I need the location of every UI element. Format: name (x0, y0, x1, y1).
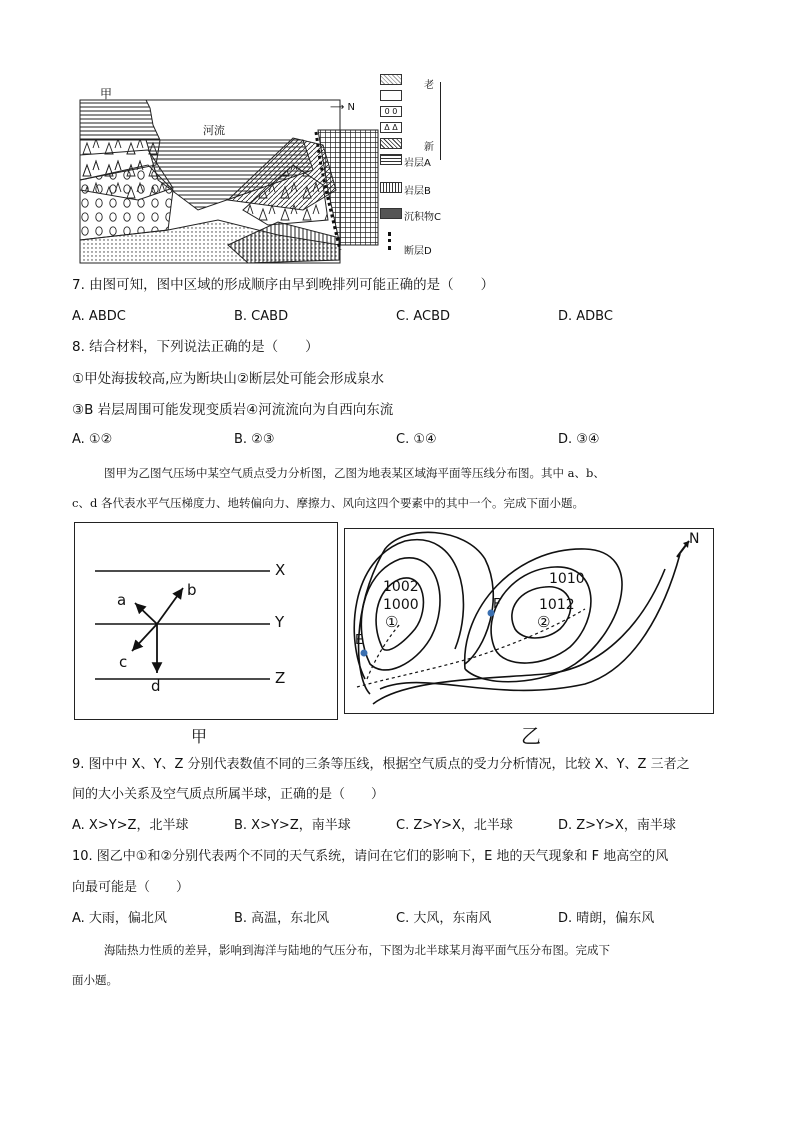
q8-option-a[interactable]: A. ①② (72, 432, 113, 447)
caption-jia: 甲 (191, 727, 208, 746)
legend-age-arrow (440, 82, 441, 160)
q9-option-a[interactable]: A. X>Y>Z，北半球 (72, 818, 189, 833)
q10-option-b[interactable]: B. 高温，东北风 (234, 911, 330, 926)
label-b: b (187, 581, 197, 599)
q8-option-c[interactable]: C. ①④ (396, 432, 437, 447)
vector-b (157, 588, 183, 624)
label-center-2: ② (537, 613, 551, 631)
q7-option-d[interactable]: D. ADBC (558, 309, 613, 324)
legend-swatch-c (380, 208, 402, 219)
q9-stem-line1: 9. 图中中 X、Y、Z 分别代表数值不同的三条等压线，根据空气质点的受力分析情况，比较 X、Y、Z 三者之 (72, 757, 690, 772)
legend-fault-d: 断层D (404, 246, 432, 257)
intro2-line2: 面小题。 (72, 973, 118, 987)
intro1-line2: c、d 各代表水平气压梯度力、地转偏向力、摩擦力、风向这四个要素中的其中一个。完成下面小题。 (72, 496, 584, 510)
legend-layer-a: 岩层A (404, 158, 431, 169)
q9-stem-line2: 间的大小关系及空气质点所属半球，正确的是（ ） (72, 787, 385, 802)
label-c: c (119, 653, 128, 671)
q8-option-d[interactable]: D. ③④ (558, 432, 600, 447)
point-e-marker (361, 650, 368, 657)
legend-swatch-5 (380, 138, 402, 149)
isobar-map (345, 529, 712, 712)
north-arrow: ⟶ N (330, 102, 355, 113)
q10-option-d[interactable]: D. 晴朗，偏东风 (558, 911, 655, 926)
legend-fault-symbol (388, 232, 395, 250)
figure-yi (344, 528, 714, 714)
label-north: N (689, 531, 700, 547)
legend-swatch-1 (380, 74, 402, 85)
geology-legend (380, 70, 470, 260)
label-y: Y (275, 613, 285, 631)
legend-sediment-c: 沉积物C (404, 212, 441, 223)
label-center-1: ① (385, 613, 399, 631)
q7-option-a[interactable]: A. ABDC (72, 309, 126, 324)
q10-stem-line1: 10. 图乙中①和②分别代表两个不同的天气系统，请问在它们的影响下，E 地的天气现象和 F 地高空的风 (72, 849, 669, 864)
q10-option-c[interactable]: C. 大风，东南风 (396, 911, 492, 926)
label-f: F (493, 597, 501, 612)
q8-stem: 8. 结合材料，下列说法正确的是（ ） (72, 339, 319, 355)
q10-option-a[interactable]: A. 大雨，偏北风 (72, 911, 167, 926)
q9-option-d[interactable]: D. Z>Y>X，南半球 (558, 818, 676, 833)
label-1010: 1010 (549, 571, 585, 587)
q9-option-c[interactable]: C. Z>Y>X，北半球 (396, 818, 513, 833)
legend-swatch-3: 0 0 (380, 106, 402, 117)
legend-swatch-b (380, 182, 402, 193)
figure-jia (74, 522, 338, 720)
label-1012: 1012 (539, 597, 575, 613)
label-1000: 1000 (383, 597, 419, 613)
force-diagram (75, 523, 336, 718)
vector-c (132, 624, 157, 651)
q8-line2: ③B 岩层周围可能发现变质岩④河流流向为自西向东流 (72, 402, 394, 418)
vector-a (135, 603, 157, 624)
label-e: E (355, 633, 364, 648)
label-a: a (117, 591, 127, 609)
label-d: d (151, 677, 161, 695)
legend-old: 老 (424, 80, 434, 91)
north-label: N (347, 102, 355, 113)
label-river: 河流 (203, 124, 225, 137)
caption-yi: 乙 (521, 724, 541, 748)
legend-layer-b: 岩层B (404, 186, 431, 197)
label-x: X (275, 561, 286, 579)
q7-option-b[interactable]: B. CABD (234, 309, 289, 324)
intro2-line1: 海陆热力性质的差异，影响到海洋与陆地的气压分布，下图为北半球某月海平面气压分布图。完成下 (104, 943, 610, 957)
intro1-line1: 图甲为乙图气压场中某空气质点受力分析图，乙图为地表某区域海平面等压线分布图。其中 a、b、 (104, 466, 605, 480)
legend-new: 新 (424, 142, 434, 153)
q7-option-c[interactable]: C. ACBD (396, 309, 451, 324)
legend-swatch-4: Δ Δ (380, 122, 402, 133)
legend-swatch-2 (380, 90, 402, 101)
legend-swatch-a (380, 154, 402, 165)
q9-option-b[interactable]: B. X>Y>Z，南半球 (234, 818, 351, 833)
label-jia: 甲 (100, 87, 113, 101)
q10-stem-line2: 向最可能是（ ） (72, 880, 190, 895)
q8-line1: ①甲处海拔较高,应为断块山②断层处可能会形成泉水 (72, 371, 384, 387)
q8-option-b[interactable]: B. ②③ (234, 432, 275, 447)
label-z: Z (275, 669, 286, 687)
label-1002: 1002 (383, 579, 419, 595)
q7-stem: 7. 由图可知，图中区域的形成顺序由早到晚排列可能正确的是（ ） (72, 277, 495, 293)
